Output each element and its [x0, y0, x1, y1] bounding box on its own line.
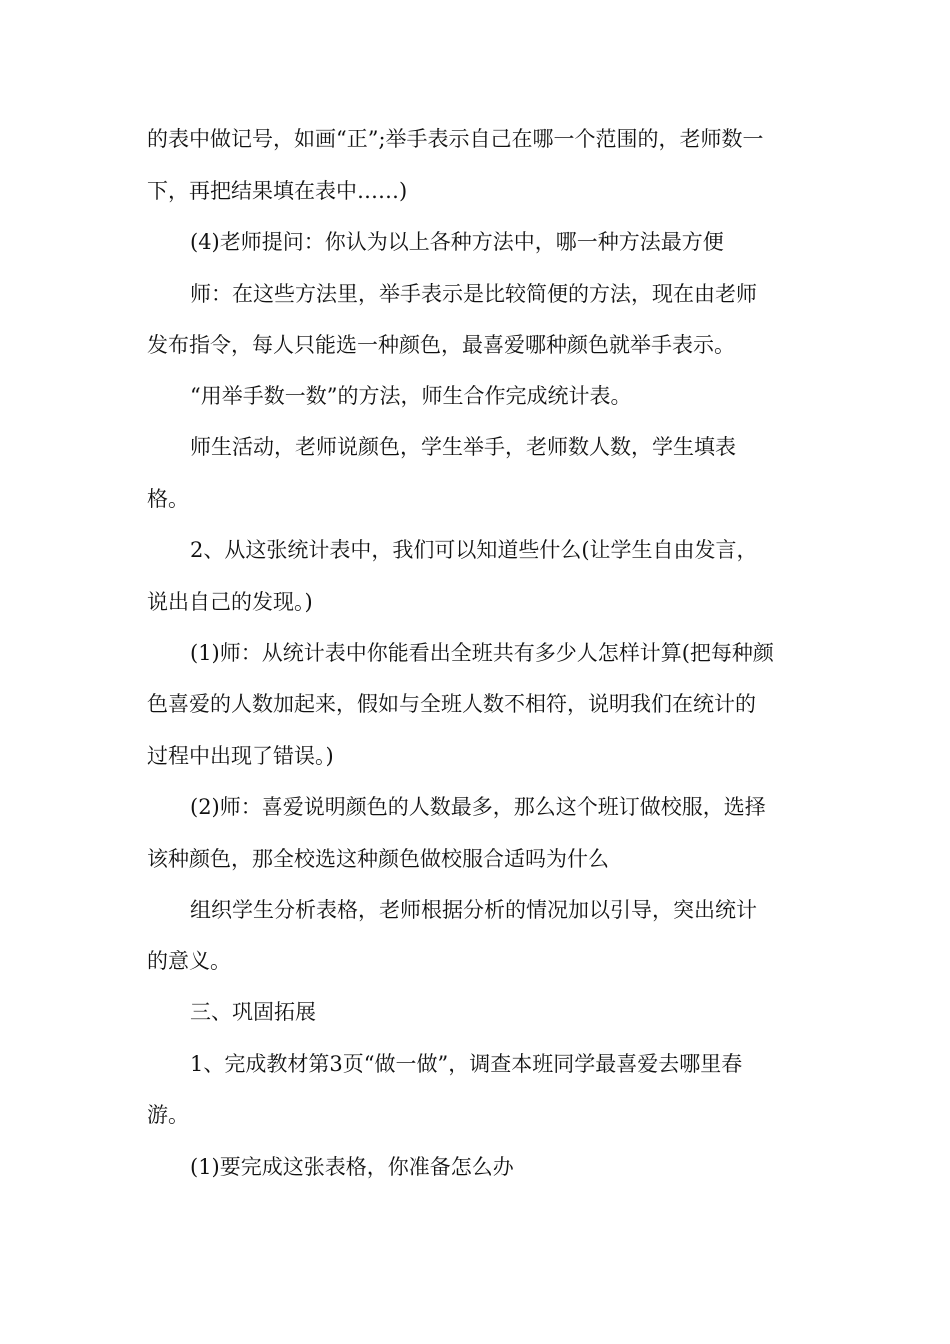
- text-line: (4)老师提问：你认为以上各种方法中，哪一种方法最方便: [190, 230, 724, 254]
- text-line: (2)师：喜爱说明颜色的人数最多，那么这个班订做校服，选择: [190, 795, 766, 819]
- text-line: 组织学生分析表格，老师根据分析的情况加以引导，突出统计: [190, 898, 757, 922]
- text-line: 1、完成教材第3页“做一做”，调查本班同学最喜爱去哪里春: [190, 1052, 743, 1076]
- text-line: “用举手数一数”的方法，师生合作完成统计表。: [190, 384, 632, 408]
- text-line: 说出自己的发现。): [147, 590, 313, 614]
- text-line: 下，再把结果填在表中……): [147, 179, 408, 203]
- text-line: 该种颜色，那全校选这种颜色做校服合适吗为什么: [147, 847, 609, 871]
- text-line: (1)师：从统计表中你能看出全班共有多少人怎样计算(把每种颜: [190, 641, 774, 665]
- section-heading: 三、巩固拓展: [190, 1000, 316, 1024]
- text-line: 的意义。: [147, 949, 231, 973]
- text-line: 游。: [147, 1103, 189, 1127]
- text-line: (1)要完成这张表格，你准备怎么办: [190, 1155, 514, 1179]
- text-line: 过程中出现了错误。): [147, 744, 334, 768]
- text-line: 发布指令，每人只能选一种颜色，最喜爱哪种颜色就举手表示。: [147, 333, 735, 357]
- text-line: 2、从这张统计表中，我们可以知道些什么(让学生自由发言，: [190, 538, 758, 562]
- text-line: 师生活动，老师说颜色，学生举手，老师数人数，学生填表: [190, 435, 736, 459]
- text-line: 师：在这些方法里，举手表示是比较简便的方法，现在由老师: [190, 282, 757, 306]
- text-line: 格。: [147, 487, 189, 511]
- text-line: 色喜爱的人数加起来，假如与全班人数不相符，说明我们在统计的: [147, 692, 756, 716]
- text-line: 的表中做记号，如画“正”;举手表示自己在哪一个范围的，老师数一: [147, 127, 764, 151]
